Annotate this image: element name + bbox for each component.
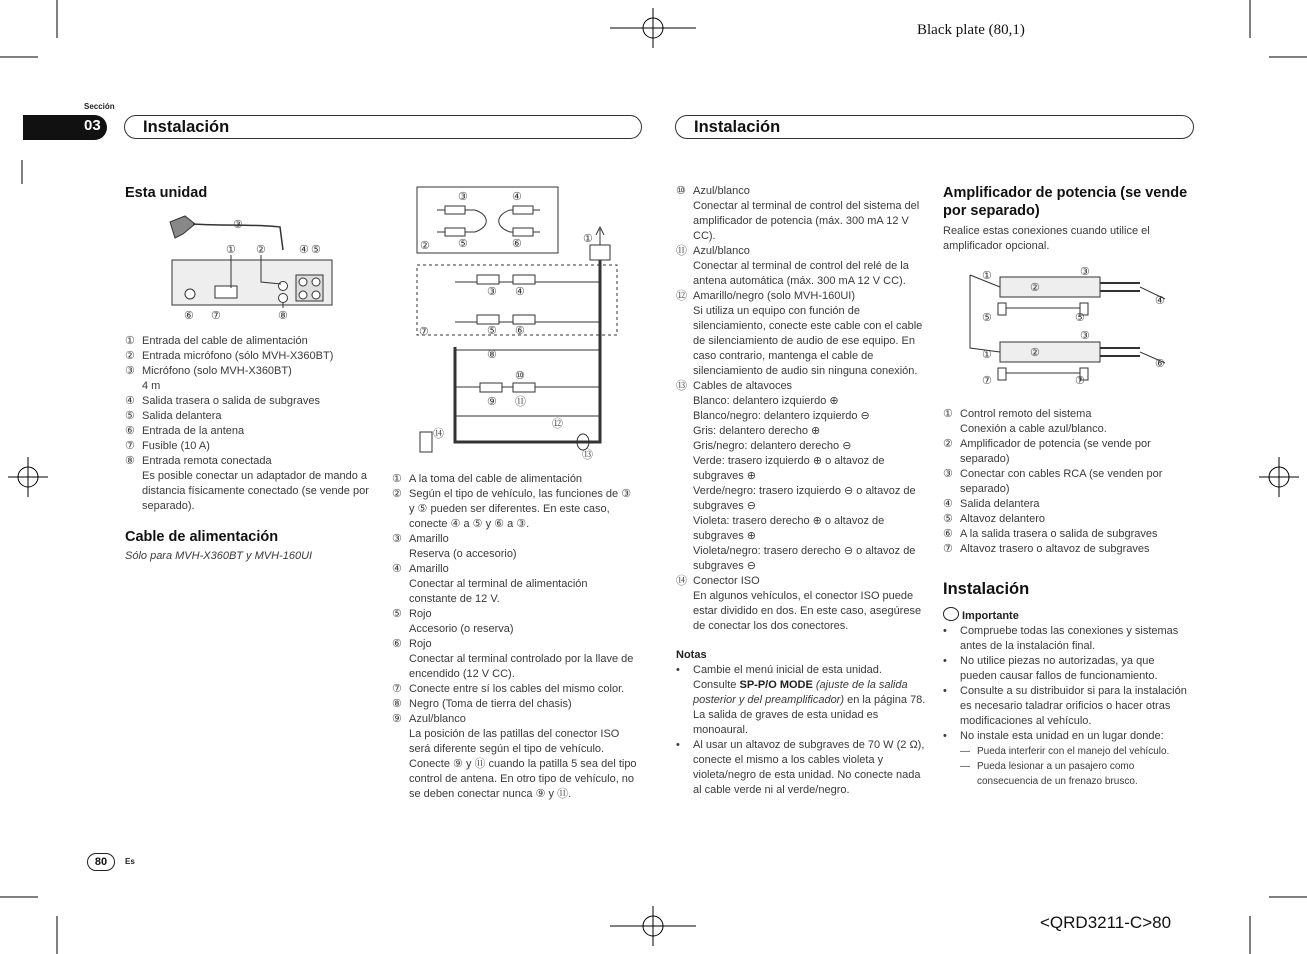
list-item [392, 487, 637, 532]
d3-label: ⑤ [1075, 312, 1085, 324]
d1-label: ① [226, 244, 236, 256]
item-text [142, 409, 375, 424]
list-item [943, 527, 1193, 542]
item-text [960, 437, 1193, 467]
list-item [392, 697, 637, 712]
item-text [960, 467, 1193, 497]
item-number: ⑤ [943, 513, 953, 525]
d2-label: ④ [512, 191, 522, 203]
item-text [142, 439, 375, 454]
nota-1-pre: Cambie el menú inicial de esta unidad. Consulte [693, 664, 882, 691]
d3-label: ③ [1080, 266, 1090, 278]
item-number: ⑭ [676, 575, 687, 587]
item-text [142, 424, 375, 439]
list-item [125, 334, 375, 349]
banner-left-title: Instalación [143, 118, 230, 136]
item-text [960, 407, 1193, 437]
section-number: 03 [84, 117, 101, 134]
item-text [142, 349, 375, 364]
nota-1-bold: SP-P/O MODE [739, 679, 813, 691]
amplifier-diagram [970, 263, 1195, 398]
item-text [142, 334, 375, 349]
item-number: ⑤ [392, 608, 402, 620]
nota-1-post: en la página 78. La salida de graves de esta unidad es monoaural. [693, 694, 926, 736]
important-row [943, 607, 1019, 622]
col3-list [676, 184, 928, 634]
important-label: Importante [962, 610, 1019, 622]
item-line: Accesorio (o reserva) [409, 623, 514, 635]
item-line: A la toma del cable de alimentación [409, 473, 583, 485]
item-line: Rojo [409, 638, 432, 650]
banner-right [675, 115, 1194, 139]
item-number: ⑬ [676, 380, 687, 392]
item-line: Azul/blanco [693, 245, 750, 257]
item-number: ① [392, 473, 402, 485]
item-number: ⑦ [125, 440, 135, 452]
item-line: Reserva (o accesorio) [409, 548, 517, 560]
item-line: Conectar al terminal de control del relé de la antena automática (máx. 300 mA 12 V CC). [693, 260, 909, 287]
d3-label: ⑥ [1155, 358, 1165, 370]
notas-block [676, 640, 928, 798]
dash-mark: — [960, 761, 970, 772]
item-line: Entrada de la antena [142, 425, 245, 437]
bullet-dot: • [943, 625, 947, 637]
item-line: Blanco/negro: delantero izquierdo ⊖ [693, 410, 870, 422]
amp-title: Amplificador de potencia (se vende por separado) [943, 185, 1188, 219]
black-plate-label: Black plate (80,1) [917, 22, 1025, 38]
item-text [693, 574, 928, 634]
notas-title: Notas [676, 649, 707, 661]
item-text [960, 512, 1193, 527]
item-number: ⑥ [392, 638, 402, 650]
item-line: En algunos vehículos, el conector ISO puede estar dividido en dos. En este caso, asegúrese de conectar los dos conectores. [693, 590, 922, 632]
item-number: ⑧ [392, 698, 402, 710]
d2-label: ⑥ [512, 238, 522, 250]
d1-label: ⑤ [311, 244, 321, 256]
item-line: Blanco: delantero izquierdo ⊕ [693, 395, 839, 407]
item-line: Conectar al terminal de control del sistema del amplificador de potencia (máx. 300 mA 12 V CC). [693, 200, 920, 242]
list-item [676, 289, 928, 379]
item-text [409, 532, 637, 562]
list-item [392, 637, 637, 682]
install-dash [943, 759, 1193, 789]
nota-item: • Cambie el menú inicial de esta unidad. Consulte SP-P/O MODE (ajuste de la salida posterior y del preamplificador) en la página 78. La salida de graves de esta unidad es monoaural. [676, 664, 926, 736]
d3-label: ⑦ [982, 375, 992, 387]
item-text [409, 472, 637, 487]
d2-label: ⑥ [515, 325, 525, 337]
d1-label: ⑧ [278, 310, 288, 322]
d2-label: ⑤ [458, 238, 468, 250]
item-line: Fusible (10 A) [142, 440, 210, 452]
item-text [409, 562, 637, 607]
list-item [676, 574, 928, 634]
d3-label: ⑤ [982, 312, 992, 324]
d1-label: ④ [299, 244, 309, 256]
item-line: La posición de las patillas del conector ISO será diferente según el tipo de vehículo. Conecte ⑨ y ⑪ cuando la patilla 5 sea del tipo control de antena. En otro tipo de vehículo, no se deben conectar nunca ⑨ y ⑪. [409, 728, 637, 800]
unit-diagram [165, 212, 345, 322]
list-item [943, 437, 1193, 467]
item-number: ② [943, 438, 953, 450]
d1-label: ③ [233, 219, 243, 231]
item-line: Negro (Toma de tierra del chasis) [409, 698, 572, 710]
d3-label: ② [1030, 347, 1040, 359]
esta-unidad-title: Esta unidad [125, 185, 208, 201]
item-number: ⑪ [676, 245, 687, 257]
esta-unidad-list [125, 334, 375, 514]
item-line: Amplificador de potencia (se vende por separado) [960, 438, 1151, 465]
dash-mark: — [960, 746, 970, 757]
d2-label: ⑨ [487, 396, 497, 408]
item-number: ⑤ [125, 410, 135, 422]
item-text [693, 244, 928, 289]
item-text [142, 394, 375, 409]
list-item [676, 244, 928, 289]
item-text [142, 364, 375, 394]
list-item [676, 184, 928, 244]
d2-label: ⑭ [433, 428, 444, 440]
d2-label: ② [420, 240, 430, 252]
bullet-dot: • [943, 685, 947, 697]
item-text [142, 454, 375, 514]
item-number: ⑥ [943, 528, 953, 540]
item-text [960, 497, 1193, 512]
nota-item: • Al usar un altavoz de subgraves de 70 W (2 Ω), conecte el mismo a los cables violeta y violeta/negro de esta unidad. No conecte nada al cable verde ni al verde/negro. [676, 738, 928, 798]
d2-label: ⑧ [487, 349, 497, 361]
item-text [409, 697, 637, 712]
item-line: 4 m [142, 380, 161, 392]
list-item [125, 409, 375, 424]
install-title: Instalación [943, 580, 1030, 598]
list-item [943, 467, 1193, 497]
page-number: 80 [87, 853, 115, 871]
item-line: Altavoz trasero o altavoz de subgraves [960, 543, 1150, 555]
item-line: Conexión a cable azul/blanco. [960, 423, 1107, 435]
cable-subtitle: Sólo para MVH-X360BT y MVH-160UI [125, 550, 313, 562]
list-item [392, 682, 637, 697]
amp-list [943, 407, 1193, 557]
item-number: ② [392, 488, 402, 500]
install-dash-text: Pueda interferir con el manejo del vehículo. [977, 746, 1170, 757]
item-line: Amarillo/negro (solo MVH-160UI) [693, 290, 855, 302]
item-line: Si utiliza un equipo con función de silenciamiento, conecte este cable con el cable de silenciamiento de audio de ese equipo. En caso contrario, mantenga el cable de silenciamiento de audio sin ninguna conexión. [693, 305, 923, 377]
d2-label: ① [583, 233, 593, 245]
item-number: ④ [392, 563, 402, 575]
item-line: Gris: delantero derecho ⊕ [693, 425, 821, 437]
install-bullet-text: No utilice piezas no autorizadas, ya que pueden causar fallos de funcionamiento. [960, 655, 1158, 682]
install-list [943, 624, 1193, 789]
install-bullet [943, 654, 1193, 684]
item-line: Conectar al terminal de alimentación constante de 12 V. [409, 578, 588, 605]
item-number: ⑧ [125, 455, 135, 467]
item-text [409, 637, 637, 682]
item-line: Micrófono (solo MVH-X360BT) [142, 365, 292, 377]
d3-label: ③ [1080, 330, 1090, 342]
list-item [392, 562, 637, 607]
list-item [943, 497, 1193, 512]
item-line: Rojo [409, 608, 432, 620]
item-number: ⑫ [676, 290, 687, 302]
banner-left [124, 115, 642, 139]
cable-title: Cable de alimentación [125, 529, 279, 545]
item-line: Conector ISO [693, 575, 760, 587]
item-line: Salida trasera o salida de subgraves [142, 395, 320, 407]
list-item [125, 454, 375, 514]
item-number: ⑥ [125, 425, 135, 437]
item-line: Azul/blanco [693, 185, 750, 197]
item-number: ⑦ [943, 543, 953, 555]
item-line: Salida delantera [142, 410, 222, 422]
power-cable-diagram [415, 187, 625, 462]
d3-label: ① [982, 349, 992, 361]
bullet-dot: • [943, 730, 947, 742]
d3-label: ④ [1155, 295, 1165, 307]
item-number: ① [125, 335, 135, 347]
banner-right-title: Instalación [694, 118, 781, 136]
d2-label: ⑤ [487, 325, 497, 337]
item-number: ④ [125, 395, 135, 407]
item-line: Amarillo [409, 533, 449, 545]
install-bullet [943, 624, 1193, 654]
doc-code: <QRD3211-C>80 [1040, 913, 1172, 932]
install-bullet-text: Consulte a su distribuidor si para la instalación es necesario taladrar orificios o hacer otras modificaciones al vehículo. [960, 685, 1187, 727]
item-line: Verde/negro: trasero izquierdo ⊖ o altavoz de subgraves ⊖ [693, 485, 916, 512]
item-number: ⑨ [392, 713, 402, 725]
list-item [392, 532, 637, 562]
list-item [125, 424, 375, 439]
lang-label: Es [125, 857, 135, 866]
bullet-dot: • [943, 655, 947, 667]
list-item [125, 394, 375, 409]
install-dash-text: Pueda lesionar a un pasajero como consecuencia de un frenazo brusco. [977, 761, 1138, 787]
list-item [943, 407, 1193, 437]
list-item [125, 349, 375, 364]
list-item [676, 379, 928, 574]
item-number: ③ [943, 468, 953, 480]
item-line: Conectar con cables RCA (se venden por separado) [960, 468, 1163, 495]
amp-intro: Realice estas conexiones cuando utilice el amplificador opcional. [943, 225, 1150, 252]
list-item [125, 439, 375, 454]
d1-label: ⑦ [211, 310, 221, 322]
d2-label: ⑬ [582, 449, 593, 461]
item-line: Gris/negro: delantero derecho ⊖ [693, 440, 852, 452]
list-item [392, 607, 637, 637]
d2-label: ③ [487, 286, 497, 298]
item-text [409, 682, 637, 697]
item-line: Verde: trasero izquierdo ⊕ o altavoz de subgraves ⊕ [693, 455, 885, 482]
item-number: ③ [125, 365, 135, 377]
item-text [409, 487, 637, 532]
list-item [943, 512, 1193, 527]
d2-label: ④ [515, 286, 525, 298]
item-line: Es posible conectar un adaptador de mando a distancia físicamente conectado (se vende por separado). [142, 470, 369, 512]
item-line: Violeta/negro: trasero derecho ⊖ o altavoz de subgraves ⊖ [693, 545, 916, 572]
d2-label: ⑦ [419, 326, 429, 338]
item-number: ③ [392, 533, 402, 545]
item-line: Según el tipo de vehículo, las funciones de ③ y ⑤ pueden ser diferentes. En este caso, conecte ④ a ⑤ y ⑥ a ③. [409, 488, 632, 530]
item-line: A la salida trasera o salida de subgraves [960, 528, 1158, 540]
item-line: Cables de altavoces [693, 380, 793, 392]
item-text [409, 607, 637, 637]
item-text [960, 527, 1193, 542]
d1-label: ② [256, 244, 266, 256]
d2-label: ③ [458, 191, 468, 203]
item-number: ② [125, 350, 135, 362]
item-line: Conecte entre sí los cables del mismo color. [409, 683, 625, 695]
d1-label: ⑥ [184, 310, 194, 322]
item-number: ① [943, 408, 953, 420]
item-number: ④ [943, 498, 953, 510]
item-line: Amarillo [409, 563, 449, 575]
install-bullet [943, 684, 1193, 729]
item-line: Salida delantera [960, 498, 1040, 510]
item-text [960, 542, 1193, 557]
d3-label: ⑦ [1075, 375, 1085, 387]
d2-label: ⑫ [552, 418, 563, 430]
list-item [392, 472, 637, 487]
item-line: Altavoz delantero [960, 513, 1045, 525]
install-bullet-text: Compruebe todas las conexiones y sistemas antes de la instalación final. [960, 625, 1179, 652]
item-number: ⑦ [392, 683, 402, 695]
microphone-icon [170, 216, 195, 238]
item-line: Control remoto del sistema [960, 408, 1092, 420]
d3-label: ① [982, 270, 992, 282]
important-icon [943, 607, 959, 621]
install-bullet-text: No instale esta unidad en un lugar donde: [960, 730, 1164, 742]
install-bullet [943, 729, 1193, 744]
item-number: ⑩ [676, 185, 686, 197]
nota-1-italic: (ajuste de la salida posterior y del preamplificador) [693, 679, 908, 706]
cable-list [392, 472, 637, 802]
list-item [943, 542, 1193, 557]
item-text [693, 289, 928, 379]
install-dash [943, 744, 1193, 759]
d3-label: ② [1030, 282, 1040, 294]
nota-2: Al usar un altavoz de subgraves de 70 W (2 Ω), conecte el mismo a los cables violeta y violeta/negro de esta unidad. No conecte nada al cable verde ni al verde/negro. [693, 739, 925, 796]
item-line: Entrada micrófono (sólo MVH-X360BT) [142, 350, 334, 362]
item-line: Violeta: trasero derecho ⊕ o altavoz de subgraves ⊕ [693, 515, 885, 542]
list-item [125, 364, 375, 394]
d2-label: ⑩ [515, 370, 525, 382]
item-line: Entrada remota conectada [142, 455, 272, 467]
item-text [693, 184, 928, 244]
section-label: Sección [84, 102, 115, 111]
item-line: Conectar al terminal controlado por la llave de encendido (12 V CC). [409, 653, 634, 680]
item-text [409, 712, 637, 802]
list-item [392, 712, 637, 802]
item-text [693, 379, 928, 574]
item-line: Entrada del cable de alimentación [142, 335, 308, 347]
d2-label: ⑪ [515, 396, 526, 408]
item-line: Azul/blanco [409, 713, 466, 725]
